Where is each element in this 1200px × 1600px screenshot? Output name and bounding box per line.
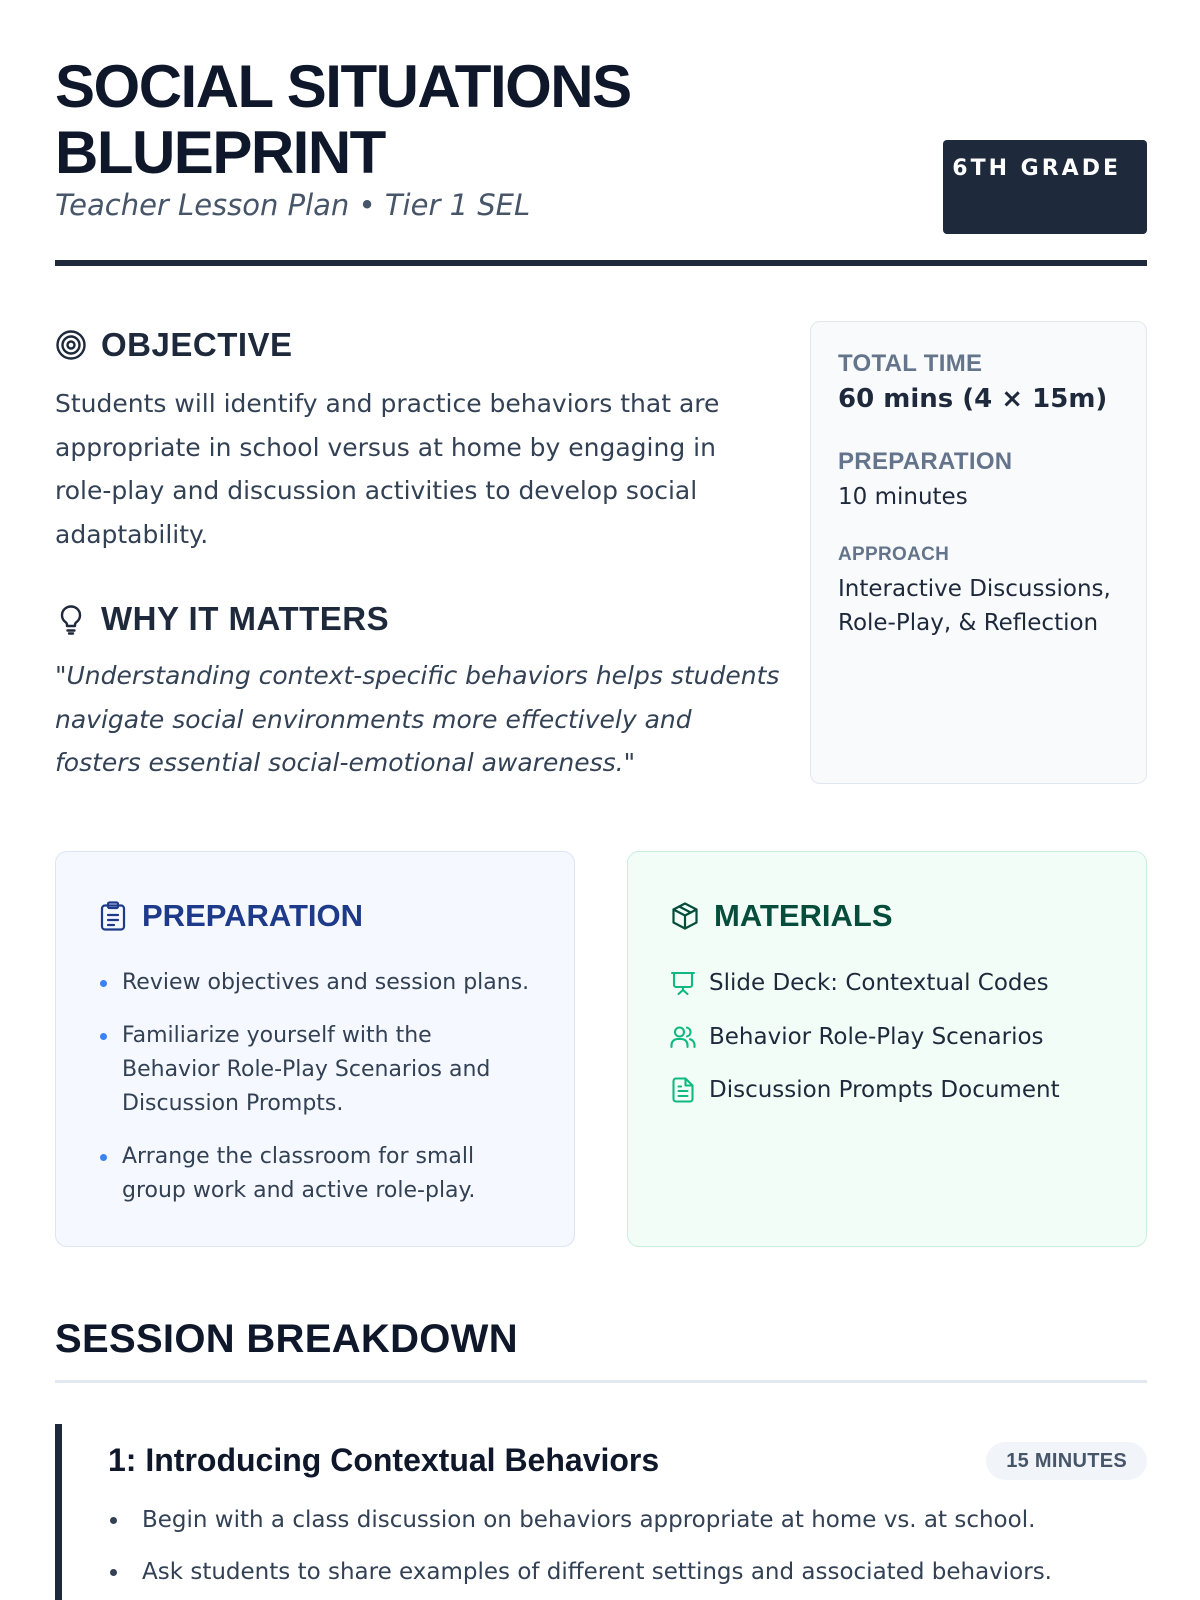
list-item: Begin with a class discussion on behaviors appropriate at home vs. at school. bbox=[108, 1494, 1052, 1546]
duration-badge: 15 MINUTES bbox=[986, 1442, 1147, 1480]
target-icon bbox=[55, 329, 87, 361]
why-heading-label: WHY IT MATTERS bbox=[101, 600, 390, 637]
divider bbox=[55, 1380, 1147, 1383]
session-title: 1: Introducing Contextual Behaviors bbox=[108, 1442, 660, 1478]
material-item bbox=[670, 1020, 1104, 1054]
objective-text: Students will identify and practice behaviors that are appropriate in school versus at home by engaging in role-play and discussion activities to develop social adaptability. bbox=[55, 389, 720, 549]
list-item: Familiarize yourself with the Behavior Role-Play Scenarios and Discussion Prompts. bbox=[98, 1019, 532, 1121]
material-item bbox=[670, 1073, 1104, 1107]
total-time-value: 60 mins (4 × 15m) bbox=[838, 384, 1108, 414]
list-item: Arrange the classroom for small group work and active role-play. bbox=[98, 1140, 532, 1208]
clipboard-icon bbox=[98, 901, 128, 931]
preparation-card bbox=[55, 851, 575, 1247]
preparation-time-value: 10 minutes bbox=[838, 484, 968, 510]
material-label: Slide Deck: Contextual Codes bbox=[709, 970, 1049, 996]
grade-badge: 6TH GRADE bbox=[943, 140, 1147, 234]
preparation-list bbox=[98, 966, 532, 1208]
list-item: Ask students to share examples of different settings and associated behaviors. bbox=[108, 1546, 1052, 1598]
objective-heading-label: OBJECTIVE bbox=[101, 326, 293, 363]
package-icon bbox=[670, 901, 700, 931]
why-quote: "Understanding context-specific behaviors helps students navigate social environments more effectively and fosters essential social-emotional awareness." bbox=[55, 661, 780, 777]
list-item: Review objectives and session plans. bbox=[98, 966, 532, 1000]
session-breakdown-heading: SESSION BREAKDOWN bbox=[55, 1317, 518, 1361]
preparation-time-label: PREPARATION bbox=[838, 448, 1013, 475]
document-icon bbox=[670, 1077, 696, 1103]
preparation-card-heading bbox=[98, 896, 532, 936]
session-steps bbox=[108, 1494, 1052, 1598]
header bbox=[55, 54, 1147, 266]
page-title: SOCIAL SITUATIONS BLUEPRINT bbox=[55, 53, 631, 186]
presentation-icon bbox=[670, 970, 696, 996]
material-label: Discussion Prompts Document bbox=[709, 1077, 1060, 1103]
total-time-label: TOTAL TIME bbox=[838, 350, 983, 377]
session-block bbox=[55, 1424, 1147, 1600]
materials-card-heading bbox=[670, 896, 1104, 936]
approach-value: Interactive Discussions, Role-Play, & Reflection bbox=[838, 576, 1111, 636]
why-heading bbox=[55, 600, 389, 638]
materials-list bbox=[670, 966, 1104, 1107]
page-subtitle: Teacher Lesson Plan • Tier 1 SEL bbox=[55, 188, 531, 222]
lightbulb-icon bbox=[55, 603, 87, 635]
preparation-card-title: PREPARATION bbox=[142, 898, 364, 933]
users-icon bbox=[670, 1024, 696, 1050]
objective-heading bbox=[55, 326, 293, 364]
materials-card-title: MATERIALS bbox=[714, 898, 893, 933]
lesson-info-card bbox=[810, 321, 1147, 784]
materials-card bbox=[627, 851, 1147, 1247]
material-label: Behavior Role-Play Scenarios bbox=[709, 1023, 1044, 1050]
approach-label: APPROACH bbox=[838, 544, 950, 565]
lesson-plan-page bbox=[55, 0, 1147, 1600]
material-item bbox=[670, 966, 1104, 1000]
